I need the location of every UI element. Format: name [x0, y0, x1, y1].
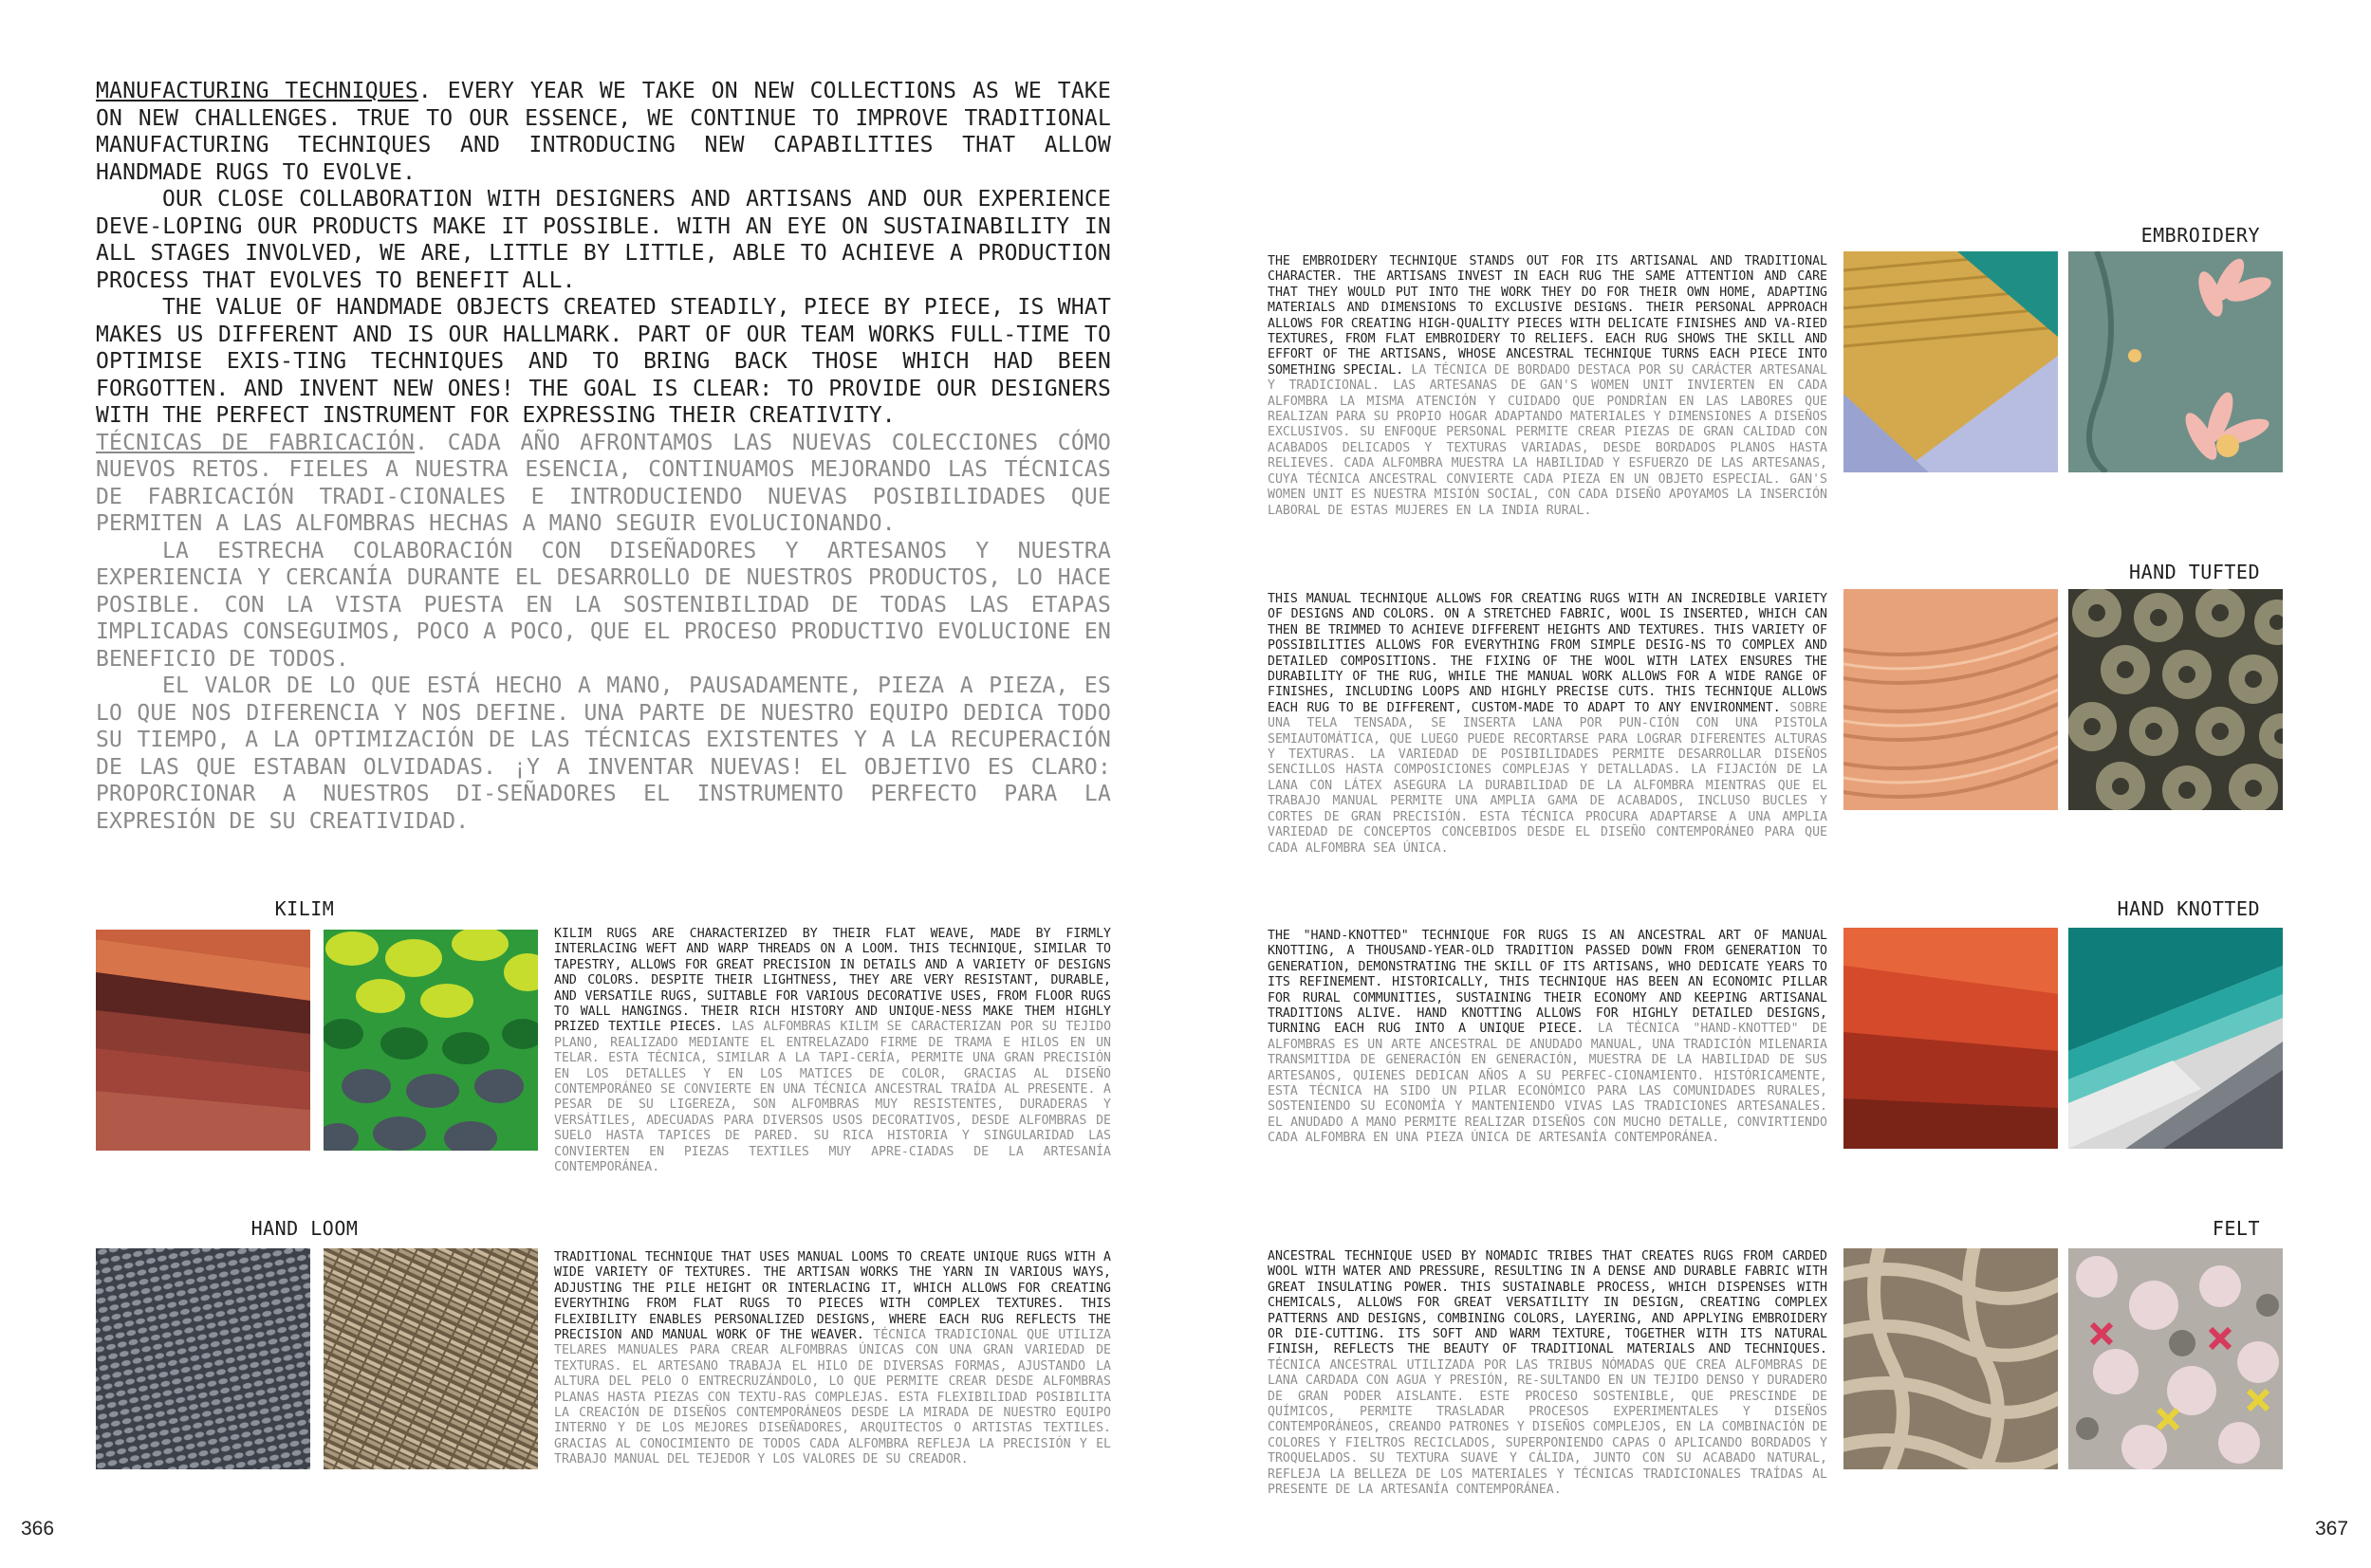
hand-tufted-rug-photo-loops	[2068, 589, 2283, 810]
hand-loom-text-es: TÉCNICA TRADICIONAL QUE UTILIZA TELARES MANUALES PARA CREAR ALFOMBRAS ÚNICAS CON UNA GRAN VARIEDAD DE TEXTURAS. EL ARTESANO TRABAJA EL HILO DE DIVERSAS FORMAS, AJUSTANDO LA ALTURA DEL PELO O ENTRECRUZÁNDOLO, LO QUE PERMITE CREAR DESDE ALFOMBRAS PLANAS HASTA PIEZAS CON TEXTU-RAS COMPLEJAS. ESTA FLEXIBILIDAD POSIBILITA LA CREACIÓN DE DISEÑOS CONTEMPORÁNEOS DESDE LA MIRADA DE NUESTRO EQUIPO INTERNO Y DE LOS MEJORES DISEÑADORES, ARQUITECTOS O ARTISTAS TEXTILES. GRACIAS AL CONOCIMIENTO DE TODOS CADA ALFOMBRA REFLEJA LA PRECISIÓN Y EL TRABAJO MANUAL DEL TEJEDOR Y LOS VALORES DE SU CREADOR.	[554, 1328, 1111, 1467]
hand-loom-description	[554, 1250, 1111, 1468]
hand-loom-title: HAND LOOM	[250, 1217, 359, 1240]
kilim-rug-photo-green	[324, 930, 538, 1151]
intro-text	[96, 78, 1111, 835]
hand-tufted-description	[1268, 592, 1827, 857]
intro-paragraph-en-3: THE VALUE OF HANDMADE OBJECTS CREATED STEADILY, PIECE BY PIECE, IS WHAT MAKES US DIFFERENT AND IS OUR HALLMARK. PART OF OUR TEAM WORKS FULL-TIME TO OPTIMISE EXIS-TING TECHNIQUES AND TO BRING BACK THOSE WHICH HAD BEEN FORGOTTEN. AND INVENT NEW ONES! THE GOAL IS CLEAR: TO PROVIDE OUR DESIGNERS WITH THE PERFECT INSTRUMENT FOR EXPRESSING THEIR CREATIVITY.	[96, 295, 1111, 428]
intro-paragraph-es-3: EL VALOR DE LO QUE ESTÁ HECHO A MANO, PAUSADAMENTE, PIEZA A PIEZA, ES LO QUE NOS DIFERENCIA Y NOS DEFINE. UNA PARTE DE NUESTRO EQUIPO DEDICA TODO SU TIEMPO, A LA OPTIMIZACIÓN DE LAS TÉCNICAS EXISTENTES Y A LA RECUPERACIÓN DE LAS QUE ESTABAN OLVIDADAS. ¡Y A INVENTAR NUEVAS! EL OBJETIVO ES CLARO: PROPORCIONAR A NUESTROS DI-SEÑADORES EL INSTRUMENTO PERFECTO PARA LA EXPRESIÓN DE SU CREATIVIDAD.	[96, 673, 1111, 834]
hand-knotted-rug-photo-red	[1843, 928, 2058, 1149]
embroidery-rug-photo-floral	[2068, 251, 2283, 472]
embroidery-text-en: THE EMBROIDERY TECHNIQUE STANDS OUT FOR ITS ARTISANAL AND TRADITIONAL CHARACTER. THE ARTISANS INVEST IN EACH RUG THE SAME ATTENTION AND CARE THAT THEY WOULD PUT INTO THE WORK THEY DO FOR THEIR OWN HOME, ADAPTING MATERIALS AND DIMENSIONS TO EXCLUSIVE DESIGNS. THEIR PERSONAL APPROACH ALLOWS FOR CREATING HIGH-QUALITY PIECES WITH DELICATE FINISHES AND VA-RIED TEXTURES, FROM FLAT EMBROIDERY TO RELIEFS. EACH RUG SHOWS THE SKILL AND EFFORT OF THE ARTISANS, WHOSE ANCESTRAL TECHNIQUE TURNS EACH PIECE INTO SOMETHING SPECIAL.	[1268, 254, 1827, 378]
kilim-text-es: LAS ALFOMBRAS KILIM SE CARACTERIZAN POR SU TEJIDO PLANO, REALIZADO MEDIANTE EL ENTRELAZADO FIRME DE TRAMA E HILOS EN UN TELAR. ESTA TÉCNICA, SIMILAR A LA TAPI-CERÍA, PERMITE UNA GRAN PRECISIÓN EN LOS DETALLES Y EN LOS MATICES DE COLOR, GRACIAS AL DISEÑO CONTEMPORÁNEO SE CONVIERTE EN UNA TÉCNICA ANCESTRAL TRAÍDA AL PRESENTE. A PESAR DE SU LIGEREZA, SON ALFOMBRAS MUY RESISTENTES, DURADERAS Y VERSÁTILES, ADECUADAS PARA DIVERSOS USOS DECORATIVOS, DESDE ALFOMBRAS DE SUELO HASTA TAPICES DE PARED. SU RICA HISTORIA Y SINGULARIDAD LAS CONVIERTEN EN PIEZAS TEXTILES MUY APRE-CIADAS DE LA ARTESANÍA CONTEMPORÁNEA.	[554, 1020, 1112, 1175]
felt-description	[1268, 1249, 1827, 1499]
kilim-title: KILIM	[274, 897, 335, 920]
hand-loom-rug-photo-beige	[324, 1248, 538, 1469]
intro-heading-es: TÉCNICAS DE FABRICACIÓN	[96, 430, 416, 455]
felt-rug-photo-pastel	[2068, 1248, 2283, 1469]
embroidery-rug-photo-texture	[1843, 251, 2058, 472]
hand-knotted-description	[1268, 929, 1827, 1147]
embroidery-title: EMBROIDERY	[2140, 224, 2260, 247]
embroidery-description	[1268, 254, 1827, 519]
kilim-text-en: KILIM RUGS ARE CHARACTERIZED BY THEIR FLAT WEAVE, MADE BY FIRMLY INTERLACING WEFT AND WARP THREADS ON A LOOM. THIS TECHNIQUE, SIMILAR TO TAPESTRY, ALLOWS FOR GREAT PRECISION IN DETAILS AND A VARIETY OF DESIGNS AND COLORS. DESPITE THEIR LIGHTNESS, THEY ARE VERY RESISTANT, DURABLE, AND VERSATILE RUGS, SUITABLE FOR VARIOUS DECORATIVE USES, FROM FLOOR RUGS TO WALL HANGINGS. THEIR RICH HISTORY AND UNIQUE-NESS MAKE THEM HIGHLY PRIZED TEXTILE PIECES.	[554, 927, 1111, 1035]
hand-loom-text-en: TRADITIONAL TECHNIQUE THAT USES MANUAL LOOMS TO CREATE UNIQUE RUGS WITH A WIDE VARIETY OF TEXTURES. THE ARTISAN WORKS THE YARN IN VARIOUS WAYS, ADJUSTING THE PILE HEIGHT OR INTERLACING IT, WHICH ALLOWS FOR CREATING EVERYTHING FROM FLAT RUGS TO PIECES WITH COMPLEX TEXTURES. THIS FLEXIBILITY ENABLES PERSONALIZED DESIGNS, WHERE EACH RUG REFLECTS THE PRECISION AND MANUAL WORK OF THE WEAVER.	[554, 1250, 1111, 1343]
hand-knotted-rug-photo-teal	[2068, 928, 2283, 1149]
hand-loom-rug-photo-grey	[96, 1248, 310, 1469]
hand-tufted-rug-photo-orange	[1843, 589, 2058, 810]
hand-knotted-text-es: LA TÉCNICA "HAND-KNOTTED" DE ALFOMBRAS ES UN ARTE ANCESTRAL DE ANUDADO MANUAL, UNA TRADICIÓN MILENARIA TRANSMITIDA DE GENERACIÓN EN GENERACIÓN, MUESTRA DE LA HABILIDAD DE SUS ARTESANOS, QUIENES DEDICAN AÑOS A SU PERFEC-CIONAMIENTO. HISTÓRICAMENTE, ESTA TÉCNICA HA SIDO UN PILAR ECONÓMICO PARA LAS COMUNIDADES RURALES, SOSTENIENDO SU ECONOMÍA Y MANTENIENDO VIVAS LAS TRADICIONES ARTESANALES. EL ANUDADO A MANO PERMITE REALIZAR DISEÑOS CON MUCHO DETALLE, CONVIRTIENDO CADA ALFOMBRA EN UNA PIEZA ÚNICA DE ARTESANÍA CONTEMPORÁNEA.	[1268, 1022, 1827, 1146]
felt-rug-photo-knots	[1843, 1248, 2058, 1469]
felt-text-en: ANCESTRAL TECHNIQUE USED BY NOMADIC TRIBES THAT CREATES RUGS FROM CARDED WOOL WITH WATER AND PRESSURE, RESULTING IN A DENSE AND DURABLE FABRIC WITH GREAT INSULATING POWER. THIS SUSTAINABLE PROCESS, WHICH DISPENSES WITH CHEMICALS, ALLOWS FOR GREAT VERSATILITY IN DESIGN, CREATING COMPLEX PATTERNS AND DESIGNS, COMBINING COLORS, LAYERING, AND APPLYING EMBROIDERY OR DIE-CUTTING. ITS SOFT AND WARM TEXTURE, TOGETHER WITH ITS NATURAL FINISH, REFLECTS THE BEAUTY OF TRADITIONAL MATERIALS AND TECHNIQUES.	[1268, 1249, 1827, 1357]
hand-tufted-text-en: THIS MANUAL TECHNIQUE ALLOWS FOR CREATING RUGS WITH AN INCREDIBLE VARIETY OF DESIGNS AND COLORS. ON A STRETCHED FABRIC, WOOL IS INSERTED, WHICH CAN THEN BE TRIMMED TO ACHIEVE DIFFERENT HEIGHTS AND TEXTURES. THIS VARIETY OF POSSIBILITIES ALLOWS FOR EVERYTHING FROM SIMPLE DESIG-NS TO COMPLEX AND DETAILED COMPOSITIONS. THE FIXING OF THE WOOL WITH LATEX ENSURES THE DURABILITY OF THE RUG, WHILE THE MANUAL WORK ALLOWS FOR A WIDE RANGE OF FINISHES, INCLUDING LOOPS AND HIGHLY PRECISE CUTS. THIS TECHNIQUE ALLOWS EACH RUG TO BE DIFFERENT, CUSTOM-MADE TO ADAPT TO ANY ENVIRONMENT.	[1268, 592, 1827, 715]
kilim-rug-photo-stripes	[96, 930, 310, 1151]
kilim-description	[554, 927, 1111, 1176]
page-number-left: 366	[21, 1518, 55, 1540]
intro-paragraph-en-1: . EVERY YEAR WE TAKE ON NEW COLLECTIONS AS WE TAKE ON NEW CHALLENGES. TRUE TO OUR ESSENCE, WE CONTINUE TO IMPROVE TRADITIONAL MANUFACTURING TECHNIQUES AND INTRODUCING NEW CAPABILITIES THAT ALLOW HANDMADE RUGS TO EVOLVE.	[96, 79, 1111, 185]
embroidery-text-es: LA TÉCNICA DE BORDADO DESTACA POR SU CARÁCTER ARTESANAL Y TRADICIONAL. LAS ARTESANAS DE GAN'S WOMEN UNIT INVIERTEN EN CADA ALFOMBRA LA MISMA ATENCIÓN Y CUIDADO QUE PONDRÍAN EN LAS LABORES QUE REALIZAN PARA SU PROPIO HOGAR ADAPTANDO MATERIALES Y DIMENSIONES A DISEÑOS EXCLUSIVOS. SU ENFOQUE PERSONAL PERMITE CREAR PIEZAS DE GRAN CALIDAD CON ACABADOS DELICADOS Y TEXTURAS VARIADAS, DESDE BORDADOS PLANOS HASTA RELIEVES. CADA ALFOMBRA MUESTRA LA HABILIDAD Y ESFUERZO DE LAS ARTESANAS, CUYA TÉCNICA ANCESTRAL CONVIERTE CADA PIEZA EN UN OBJETO ESPECIAL. GAN'S WOMEN UNIT ES NUESTRA MISIÓN SOCIAL, CON CADA DISEÑO APOYAMOS LA INSERCIÓN LABORAL DE ESTAS MUJERES EN LA INDIA RURAL.	[1268, 362, 1827, 518]
hand-knotted-title: HAND KNOTTED	[2117, 897, 2260, 920]
hand-tufted-title: HAND TUFTED	[2129, 561, 2260, 583]
intro-heading-en: MANUFACTURING TECHNIQUES	[96, 79, 418, 103]
intro-paragraph-es-1: . CADA AÑO AFRONTAMOS LAS NUEVAS COLECCIONES CÓMO NUEVOS RETOS. FIELES A NUESTRA ESENCIA, CONTINUAMOS MEJORANDO LAS TÉCNICAS DE FABRICACIÓN TRADI-CIONALES E INTRODUCIENDO NUEVAS POSIBILIDADES QUE PERMITEN A LAS ALFOMBRAS HECHAS A MANO SEGUIR EVOLUCIONANDO.	[96, 430, 1111, 536]
felt-title: FELT	[2212, 1217, 2260, 1240]
page-number-right: 367	[2315, 1518, 2349, 1540]
intro-paragraph-es-2: LA ESTRECHA COLABORACIÓN CON DISEÑADORES Y ARTESANOS Y NUESTRA EXPERIENCIA Y CERCANÍA DURANTE EL DESARROLLO DE NUESTROS PRODUCTOS, LO HACE POSIBLE. CON LA VISTA PUESTA EN LA SOSTENIBILIDAD DE TODAS LAS ETAPAS IMPLICADAS CONSEGUIMOS, POCO A POCO, QUE EL PROCESO PRODUCTIVO EVOLUCIONE EN BENEFICIO DE TODOS.	[96, 538, 1111, 672]
intro-paragraph-en-2: OUR CLOSE COLLABORATION WITH DESIGNERS AND ARTISANS AND OUR EXPERIENCE DEVE-LOPING OUR PRODUCTS MAKE IT POSSIBLE. WITH AN EYE ON SUSTAINABILITY IN ALL STAGES INVOLVED, WE ARE, LITTLE BY LITTLE, ABLE TO ACHIEVE A PRODUCTION PROCESS THAT EVOLVES TO BENEFIT ALL.	[96, 187, 1111, 293]
hand-tufted-text-es: SOBRE UNA TELA TENSADA, SE INSERTA LANA POR PUN-CIÓN CON UNA PISTOLA SEMIAUTOMÁTICA, QUE LUEGO PUEDE RECORTARSE PARA LOGRAR DIFERENTES ALTURAS Y TEXTURAS. LA VARIEDAD DE POSIBILIDADES PERMITE DESARROLLAR DISEÑOS SENCILLOS HASTA COMPOSICIONES COMPLEJAS Y DETALLADAS. LA FIJACIÓN DE LA LANA CON LÁTEX ASEGURA LA DURABILIDAD DE LA ALFOMBRA MIENTRAS QUE EL TRABAJO MANUAL PERMITE UNA AMPLIA GAMA DE ACABADOS, INCLUSO BUCLES Y CORTES DE GRAN PRECISIÓN. ESTA TÉCNICA PROCURA ADAPTARSE A UNA AMPLIA VARIEDAD DE CONCEPTOS CONCEBIDOS DESDE EL DISEÑO CONTEMPORÁNEO PARA QUE CADA ALFOMBRA SEA ÚNICA.	[1268, 700, 1827, 856]
felt-text-es: TÉCNICA ANCESTRAL UTILIZADA POR LAS TRIBUS NÓMADAS QUE CREA ALFOMBRAS DE LANA CARDADA CON AGUA Y PRESIÓN, RE-SULTANDO EN UN TEJIDO DENSO Y DURADERO DE GRAN PODER AISLANTE. ESTE PROCESO SOSTENIBLE, QUE PRESCINDE DE QUÍMICOS, PERMITE TRASLADAR PROCESOS EXPERIMENTALES Y DISEÑOS CONTEMPORÁNEOS, CREANDO PATRONES Y DISEÑOS COMPLEJOS, EN LA COMBINACIÓN DE COLORES Y FIELTROS RECICLADOS, SUPERPONIENDO CAPAS O APLICANDO BORDADOS Y TROQUELADOS. SU TEXTURA SUAVE Y CÁLIDA, JUNTO CON SU ACABADO NATURAL, REFLEJA LA BELLEZA DE LOS MATERIALES Y TÉCNICAS TRADICIONALES TRAÍDAS AL PRESENTE DE LA ARTESANÍA CONTEMPORÁNEA.	[1268, 1357, 1827, 1498]
hand-knotted-text-en: THE "HAND-KNOTTED" TECHNIQUE FOR RUGS IS AN ANCESTRAL ART OF MANUAL KNOTTING, A THOUSAND-YEAR-OLD TRADITION PASSED DOWN FROM GENERATION TO GENERATION, DEMONSTRATING THE SKILL OF ITS ARTISANS, WHO DEDICATE YEARS TO ITS REFINEMENT. HISTORICALLY, THIS TECHNIQUE HAS BEEN AN ECONOMIC PILLAR FOR RURAL COMMUNITIES, SUSTAINING THEIR ECONOMY AND KEEPING ARTISANAL TRADITIONS ALIVE. HAND KNOTTING ALLOWS FOR HIGHLY DETAILED DESIGNS, TURNING EACH RUG INTO A UNIQUE PIECE.	[1268, 929, 1827, 1037]
